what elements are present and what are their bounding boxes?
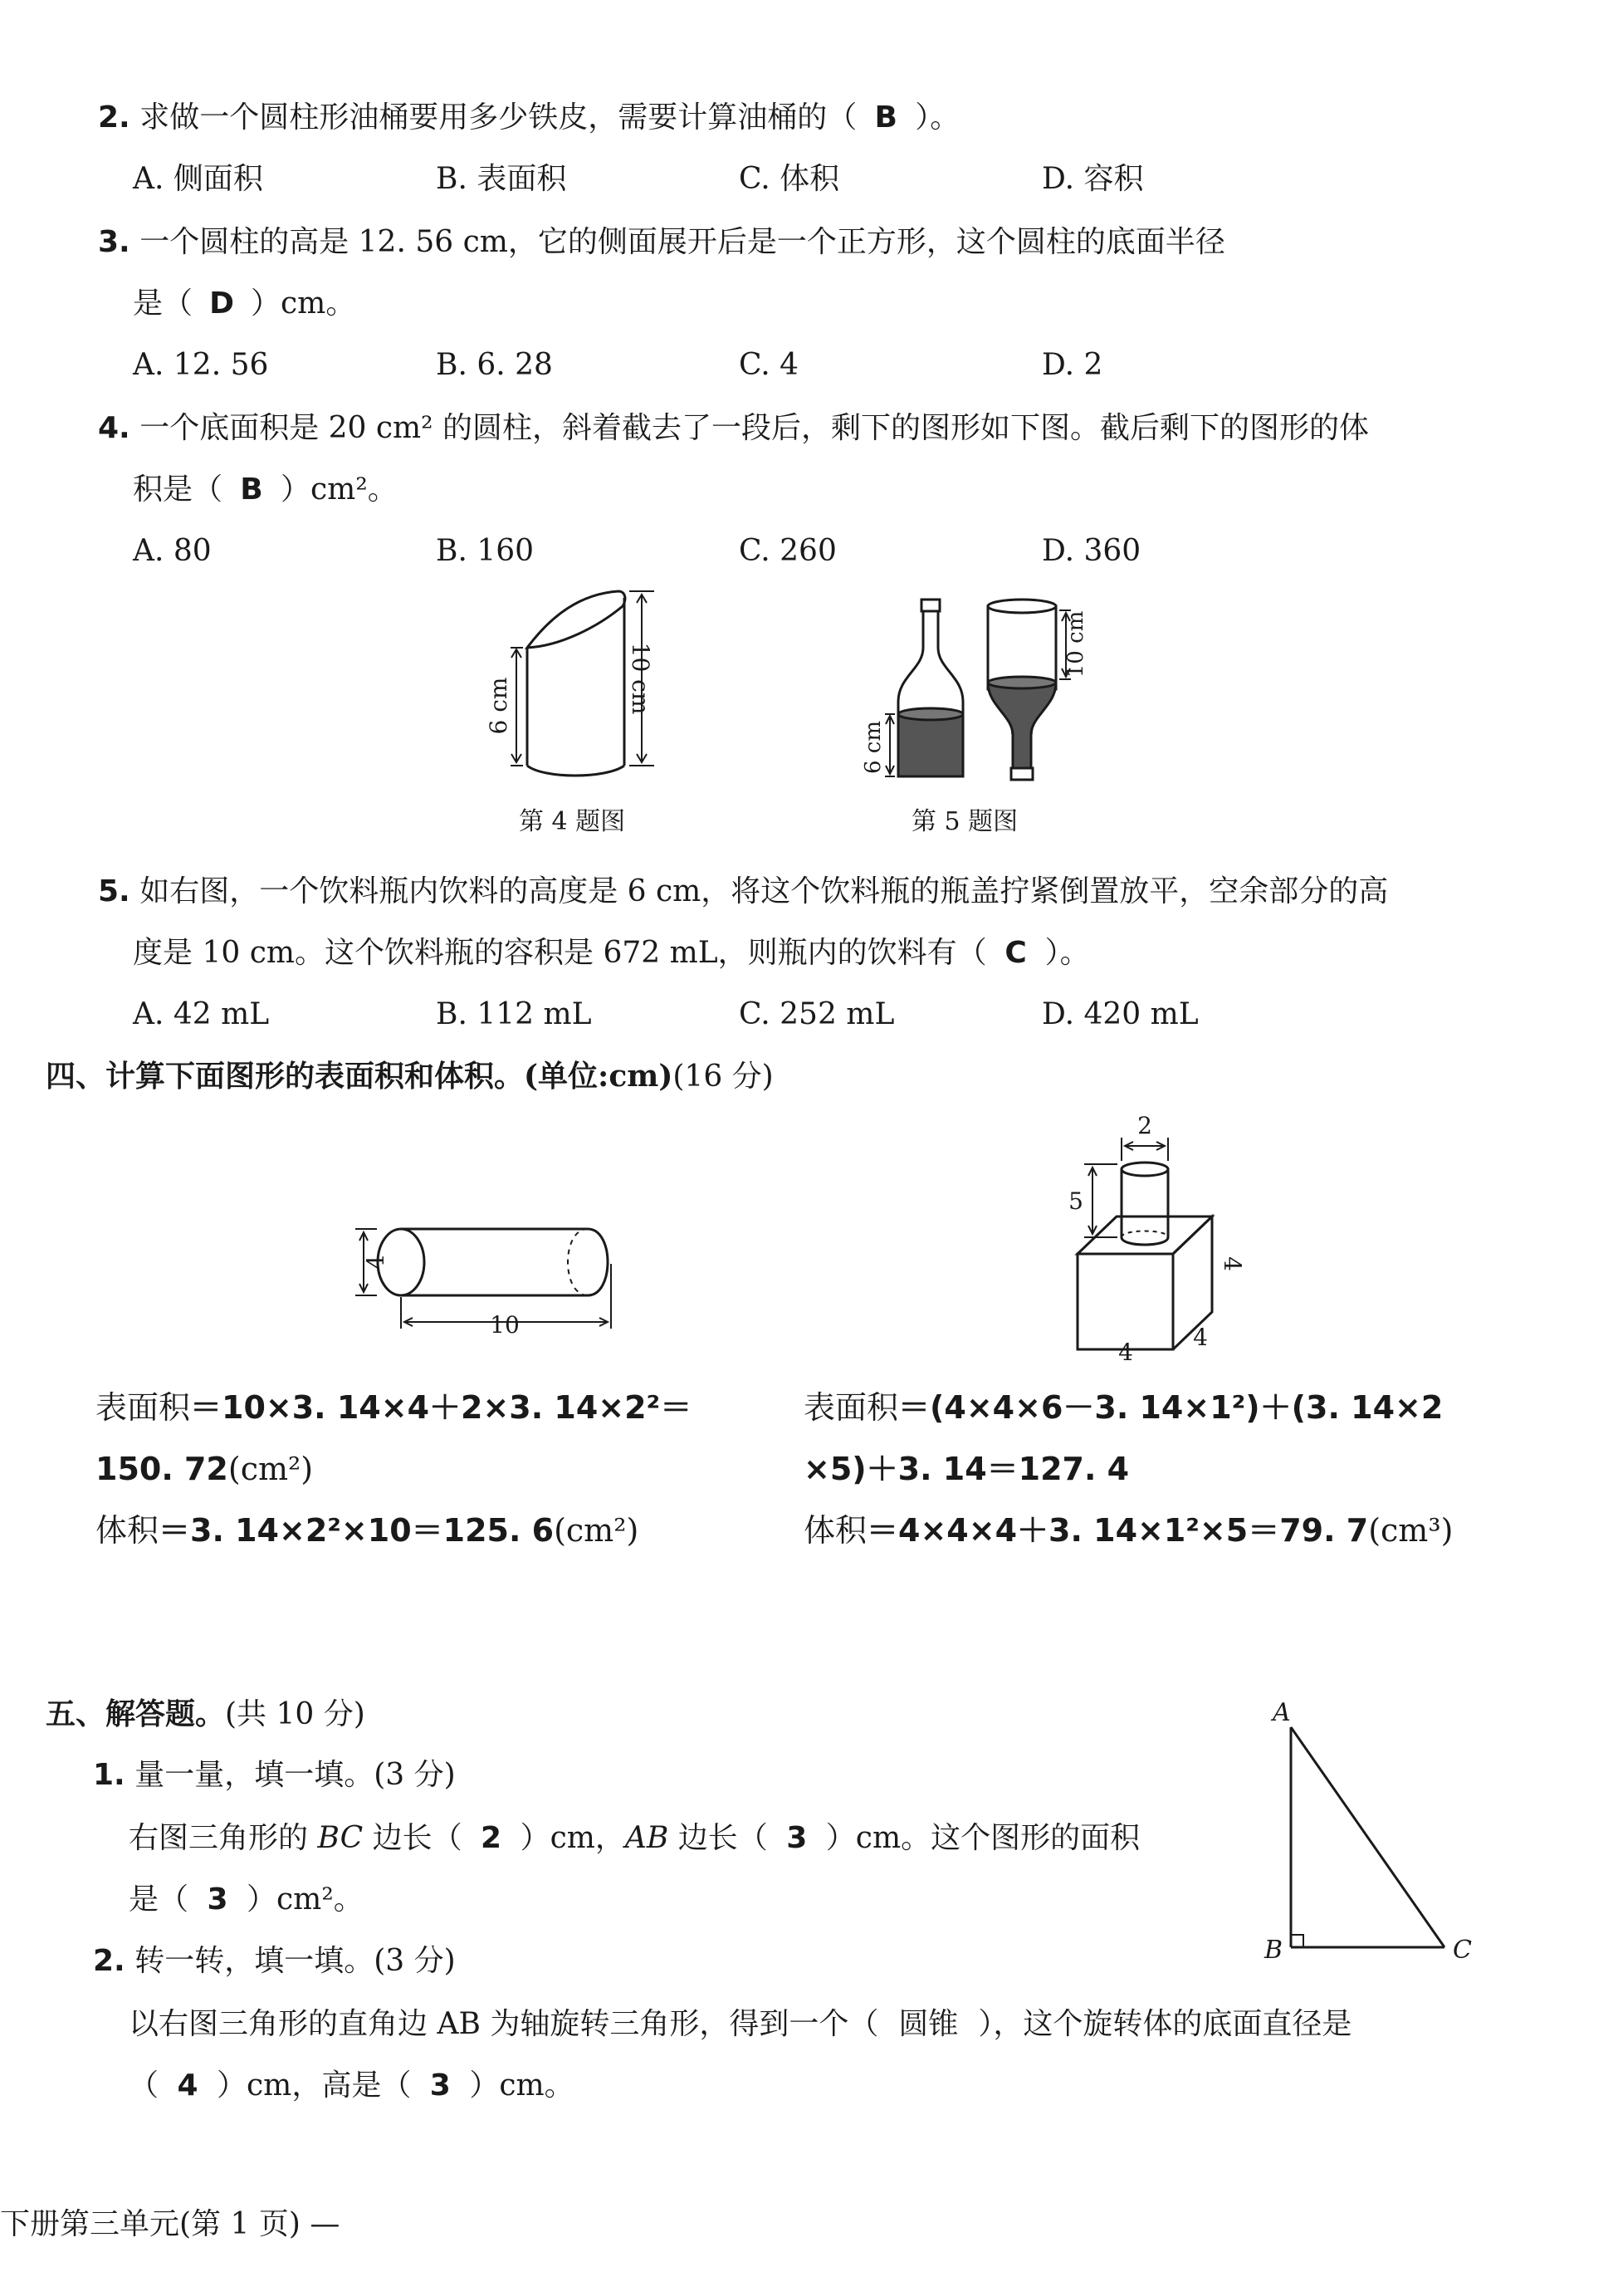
q3-text-before: 是（ — [133, 286, 193, 321]
p1-label-ab: AB — [624, 1821, 669, 1855]
q2-option-b: B. 表面积 — [436, 162, 567, 196]
p2-line1 — [129, 2005, 1351, 2044]
p1-title-line — [93, 1755, 456, 1795]
q2-option-d: D. 容积 — [1042, 162, 1144, 196]
p1-answer-ab: 3 — [786, 1821, 808, 1855]
q5-text-after: ）。 — [1044, 936, 1090, 970]
q3-line2 — [133, 284, 355, 324]
q5-line2 — [133, 933, 1090, 973]
work-left-line1 — [95, 1387, 692, 1428]
p1-text-f: 是（ — [129, 1882, 189, 1917]
p1-text-c: ）cm， — [520, 1821, 625, 1855]
p1-line2 — [129, 1880, 364, 1920]
p2-title-line — [93, 1941, 456, 1981]
q2-text-before: 求做一个圆柱形油桶要用多少铁皮，需要计算油桶的（ — [139, 100, 858, 135]
work-right-volume-formula: ＝4×4×4＋3. 14×1²×5＝79. 7 — [867, 1512, 1369, 1549]
section4-points: (16 分) — [672, 1060, 774, 1094]
fig-cube-cylinder — [1054, 1112, 1246, 1366]
triangle-label-a: A — [1273, 1698, 1291, 1727]
fig-combo-label-side: 4 — [1219, 1256, 1246, 1271]
work-right-line1 — [804, 1387, 1443, 1428]
fig-combo-label-top: 2 — [1137, 1112, 1152, 1139]
p2-text-a: 以右图三角形的直角边 AB 为轴旋转三角形，得到一个（ — [129, 2007, 879, 2041]
q4-option-d: D. 360 — [1042, 534, 1141, 568]
fig-combo-label-height: 5 — [1068, 1187, 1083, 1215]
fig5-label-10cm: 10 cm — [1063, 610, 1088, 678]
work-left-volume-formula: ＝3. 14×2²×10＝125. 6 — [159, 1512, 555, 1549]
q3-option-c: C. 4 — [739, 348, 799, 382]
fig-cylinder-label-4: 4 — [362, 1255, 389, 1270]
q5-text-line1: 如右图，一个饮料瓶内饮料的高度是 6 cm，将这个饮料瓶的瓶盖拧紧倒置放平，空余部分的高 — [139, 874, 1389, 908]
p2-line2 — [129, 2066, 574, 2106]
p1-title: 量一量，填一填。(3 分) — [134, 1758, 456, 1792]
work-right-volume-unit: (cm³) — [1368, 1512, 1454, 1549]
fig5-label-6cm: 6 cm — [861, 720, 886, 775]
p1-text-g: ）cm²。 — [247, 1882, 364, 1917]
q5-option-c: C. 252 mL — [739, 997, 895, 1031]
q4-option-c: C. 260 — [739, 534, 837, 568]
right-triangle — [1249, 1694, 1482, 1965]
fig-combo-label-bottom: 4 — [1118, 1339, 1133, 1366]
p1-text-b: 边长（ — [363, 1821, 462, 1855]
p2-title: 转一转，填一填。(3 分) — [134, 1944, 456, 1978]
q4-answer: B — [240, 472, 263, 507]
work-left-surface-label: 表面积 — [95, 1389, 191, 1426]
work-left-volume-unit: (cm²) — [554, 1512, 639, 1549]
q3-number: 3. — [98, 225, 130, 259]
q5-text-before: 度是 10 cm。这个饮料瓶的容积是 672 mL，则瓶内的饮料有（ — [133, 936, 987, 970]
work-right-surface-formula: ＝(4×4×6－3. 14×1²)＋(3. 14×2 — [898, 1389, 1444, 1426]
q5-number: 5. — [98, 874, 130, 908]
q4-number: 4. — [98, 411, 130, 445]
p2-text-b: ），这个旋转体的底面直径是 — [978, 2007, 1352, 2041]
q3-text-after: ）cm。 — [251, 286, 356, 321]
page-footer: 下册第三单元(第 1 页) — — [0, 2207, 340, 2241]
p1-answer-area: 3 — [207, 1882, 228, 1917]
triangle-label-b: B — [1264, 1936, 1283, 1965]
section5-points: (共 10 分) — [225, 1697, 365, 1731]
p2-answer-diameter: 4 — [177, 2068, 198, 2103]
section5-title: 五、解答题。 — [46, 1696, 226, 1731]
section4-title: 四、计算下面图形的表面积和体积。(单位:cm) — [46, 1059, 673, 1094]
q4-option-b: B. 160 — [436, 534, 535, 568]
fig-cylinder — [347, 1212, 646, 1337]
work-left-surface-unit: (cm²) — [227, 1451, 314, 1487]
q4-option-a: A. 80 — [133, 534, 212, 568]
work-right-line2 — [804, 1448, 1129, 1490]
q2-option-c: C. 体积 — [739, 162, 840, 196]
q4-text-before: 积是（ — [133, 472, 223, 507]
work-left-line2 — [95, 1448, 313, 1490]
q4-text-line1: 一个底面积是 20 cm² 的圆柱，斜着截去了一段后，剩下的图形如下图。截后剩下的图形的体 — [139, 411, 1370, 445]
q3-option-b: B. 6. 28 — [436, 348, 553, 382]
fig5-bottles — [861, 590, 1088, 789]
q5-line1 — [98, 872, 1388, 912]
p2-text-e: ）cm。 — [469, 2068, 574, 2103]
q5-answer: C — [1004, 936, 1027, 970]
q5-option-b: B. 112 mL — [436, 997, 592, 1031]
p1-line1 — [129, 1819, 1140, 1858]
q5-option-d: D. 420 mL — [1042, 997, 1199, 1031]
q3-text-line1: 一个圆柱的高是 12. 56 cm，它的侧面展开后是一个正方形，这个圆柱的底面半径 — [139, 225, 1225, 259]
work-left-surface-formula: ＝10×3. 14×4＋2×3. 14×2²＝ — [190, 1389, 692, 1426]
p1-number: 1. — [93, 1758, 125, 1792]
p1-answer-bc: 2 — [481, 1821, 502, 1855]
q2-answer: B — [874, 100, 897, 135]
fig4-caption: 第 4 题图 — [519, 807, 626, 836]
q2-option-a: A. 侧面积 — [133, 162, 263, 196]
q5-option-a: A. 42 mL — [133, 997, 270, 1031]
fig5-caption: 第 5 题图 — [912, 807, 1019, 836]
p2-number: 2. — [93, 1944, 125, 1978]
q4-line2 — [133, 470, 398, 510]
section4-heading — [46, 1056, 774, 1097]
p2-answer-height: 3 — [429, 2068, 451, 2103]
work-right-surface-label: 表面积 — [804, 1389, 899, 1426]
q4-text-after: ）cm²。 — [281, 472, 398, 507]
fig-cylinder-label-10: 10 — [490, 1311, 520, 1339]
q3-answer: D — [209, 286, 234, 321]
q2-number: 2. — [98, 100, 130, 135]
p2-text-c: （ — [129, 2068, 159, 2103]
p1-label-bc: BC — [317, 1821, 364, 1855]
p1-text-d: 边长（ — [668, 1821, 768, 1855]
work-right-volume-label: 体积 — [804, 1512, 868, 1549]
section5-heading — [46, 1694, 365, 1735]
work-right-line3 — [804, 1510, 1453, 1551]
q2-line — [98, 98, 960, 138]
q3-line1 — [98, 223, 1225, 262]
fig4-label-6cm: 6 cm — [485, 677, 512, 735]
triangle-label-c: C — [1453, 1936, 1472, 1965]
p2-text-d: ）cm，高是（ — [217, 2068, 412, 2103]
p1-text-e: ）cm。这个图形的面积 — [825, 1821, 1141, 1855]
work-left-line3 — [95, 1510, 638, 1551]
q3-option-d: D. 2 — [1042, 348, 1103, 382]
work-left-volume-label: 体积 — [95, 1512, 159, 1549]
p2-answer-shape: 圆锥 — [898, 2007, 959, 2041]
fig-combo-label-depth: 4 — [1193, 1324, 1208, 1351]
q4-line1 — [98, 409, 1369, 448]
fig4-cut-cylinder — [473, 581, 656, 789]
q3-option-a: A. 12. 56 — [133, 348, 269, 382]
q2-text-after: ）。 — [915, 100, 960, 135]
work-left-surface-result: 150. 72 — [95, 1451, 228, 1487]
work-right-surface-result: ×5)＋3. 14＝127. 4 — [804, 1451, 1130, 1487]
fig4-label-10cm: 10 cm — [627, 642, 654, 715]
p1-text-a: 右图三角形的 — [129, 1821, 318, 1855]
